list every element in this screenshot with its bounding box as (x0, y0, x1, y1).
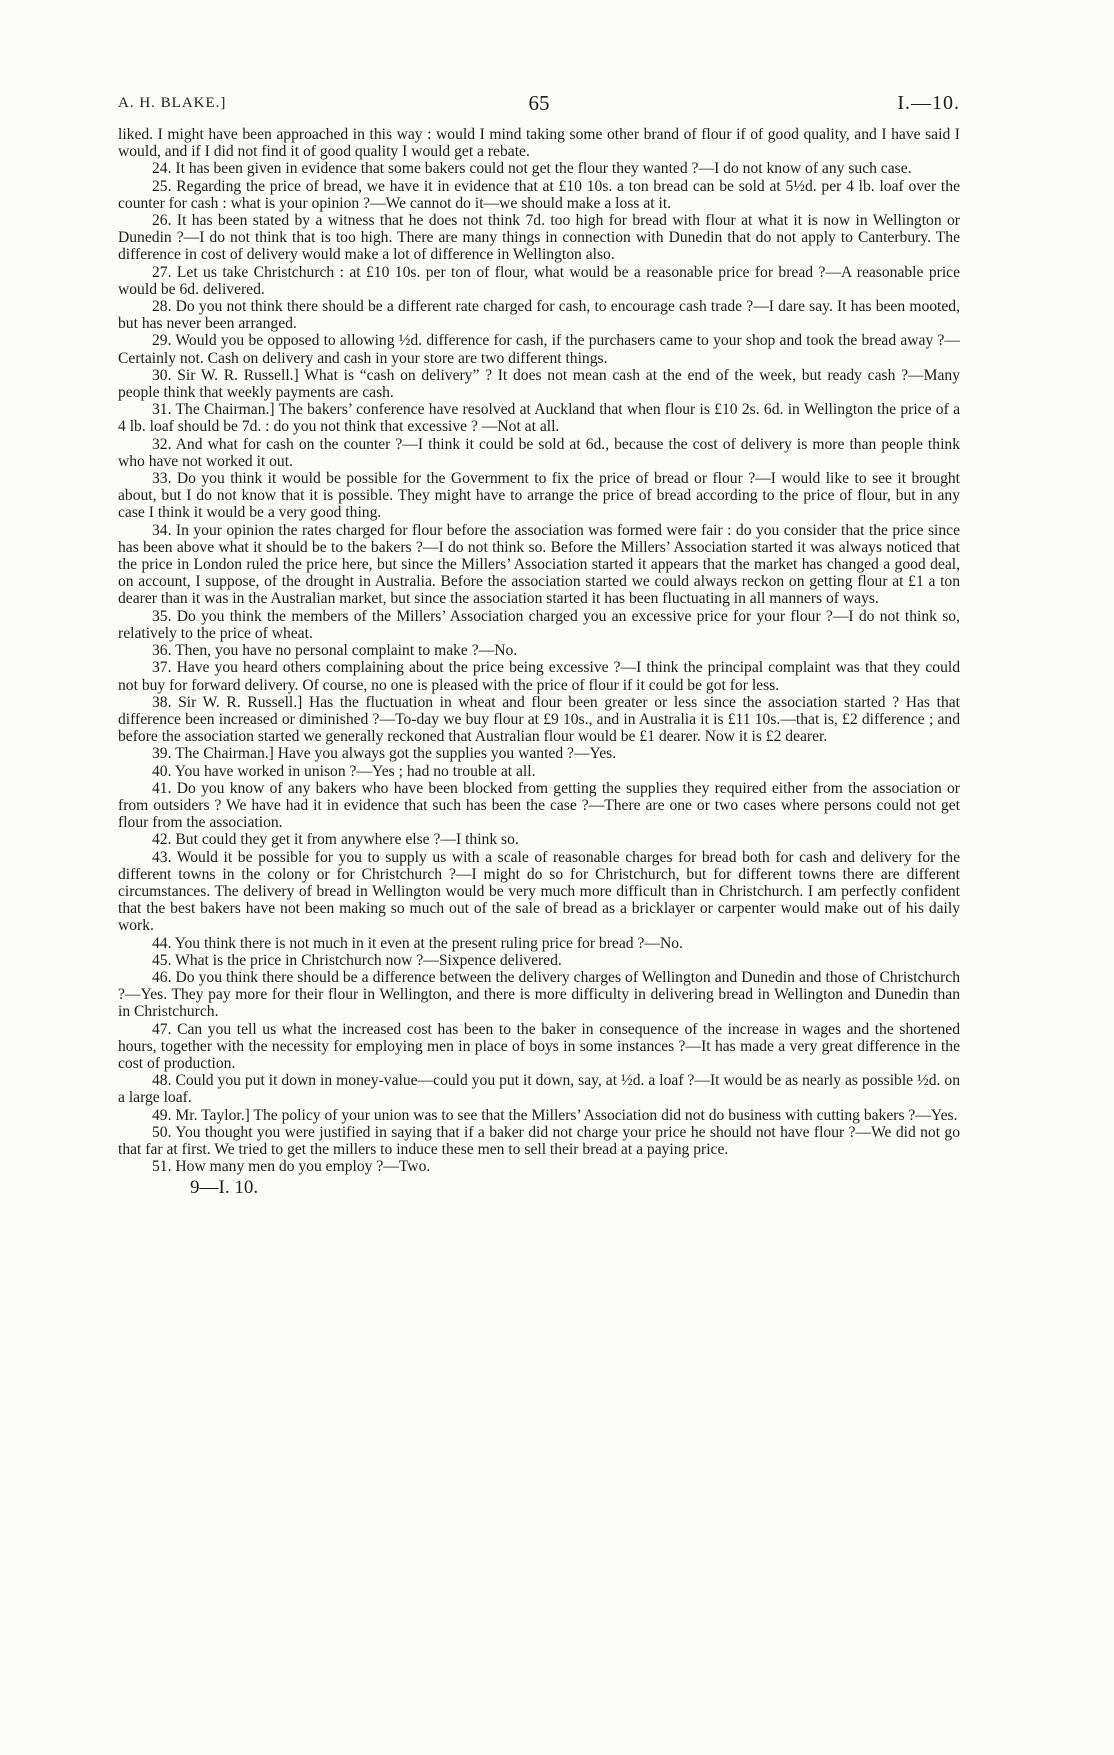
paragraph: 37. Have you heard others complaining about the price being excessive ?—I think the principal complaint was that they could not buy for forward delivery. Of course, no one is pleased with the price of flour if it could be got for less. (118, 659, 960, 694)
paragraph: 40. You have worked in unison ?—Yes ; had no trouble at all. (152, 762, 536, 780)
paragraph: 38. Sir W. R. Russell.] Has the fluctuation in wheat and flour been greater or less since the association started ? Has that difference been increased or diminished ?—To-day we buy flour at £9 10s., and in Australia it is £11 10s.—that is, £2 difference ; and before the association started we generally reckoned that Australian flour would be £1 dearer. Now it is £2 dearer. (118, 693, 960, 746)
paragraph: liked. I might have been approached in this way : would I mind taking some other brand of flour if of good quality, and I have said I would, and if I did not find it of good quality I would get a rebate. (118, 126, 960, 161)
paragraph: 50. You thought you were justified in saying that if a baker did not charge your price he should not have flour ?—We did not go that far at first. We tried to get the millers to induce these men to sell their bread at a paying price. (118, 1123, 960, 1158)
testimony-body (118, 126, 960, 1175)
paragraph: 43. Would it be possible for you to supply us with a scale of reasonable charges for bread both for cash and delivery for the different towns in the colony or for Christchurch ?—I might do so for Christchurch, but for different towns there are different circumstances. The delivery of bread in Wellington would be very much more difficult than in Christchurch. I am perfectly confident that the best bakers have not been making so much out of the sale of bread as a bricklayer or carpenter would make out of his daily work. (118, 848, 960, 935)
paragraph: 30. Sir W. R. Russell.] What is “cash on delivery” ? It does not mean cash at the end of the week, but ready cash ?—Many people think that weekly payments are cash. (118, 366, 960, 402)
paragraph: 34. In your opinion the rates charged for flour before the association was formed were fair : do you consider that the price since has been above what it should be to the bakers ?—I do not think so. Before the Millers’ Association started it was always noticed that the price in London ruled the price here, but since the Millers’ Association started it appears that the market has changed a good deal, on account, I suppose, of the drought in Australia. Before the association started we could always reckon on getting flour at £1 a ton dearer than it was in the Australian market, but since the association started it has been fluctuating in all manners of ways. (118, 521, 960, 608)
printer-signature-mark: 9—I. 10. (190, 1177, 259, 1199)
page-header (118, 88, 960, 118)
paragraph: 35. Do you think the members of the Millers’ Association charged you an excessive price for your flour ?—I do not think so, relatively to the price of wheat. (118, 607, 960, 642)
paragraph: 47. Can you tell us what the increased cost has been to the baker in consequence of the increase in wages and the shortened hours, together with the necessity for employing men in place of boys in some instances ?—It has made a very great difference in the cost of production. (118, 1020, 960, 1072)
page-number: 65 (528, 91, 550, 115)
paragraph: 49. Mr. Taylor.] The policy of your union was to see that the Millers’ Association did not do business with cutting bakers ?—Yes. (152, 1106, 958, 1124)
paragraph: 28. Do you not think there should be a different rate charged for cash, to encourage cash trade ?—I dare say. It has been mooted, but has never been arranged. (118, 298, 960, 333)
paragraph: 48. Could you put it down in money-value—could you put it down, say, at ½d. a loaf ?—It would be as nearly as possible ½d. on a large loaf. (118, 1072, 960, 1107)
paragraph: 33. Do you think it would be possible for the Government to fix the price of bread or flour ?—I would like to see it brought about, but I do not know that it is possible. They might have to arrange the price of bread according to the price of flour, but in any case I think it would be a very good thing. (118, 470, 960, 522)
header-witness-name: A. H. BLAKE.] (118, 95, 227, 111)
paragraph: 46. Do you think there should be a difference between the delivery charges of Wellington and Dunedin and those of Christchurch ?—Yes. They pay more for their flour in Wellington, and there is more difficulty in delivering bread in Wellington and Dunedin than in Christchurch. (118, 968, 960, 1021)
paragraph: 25. Regarding the price of bread, we have it in evidence that at £10 10s. a ton bread can be sold at 5½d. per 4 lb. loaf over the counter for cash : what is your opinion ?—We cannot do it—we should make a loss at it. (118, 177, 960, 212)
paragraph: 31. The Chairman.] The bakers’ conference have resolved at Auckland that when flour is £10 2s. 6d. in Wellington the price of a 4 lb. loaf should be 7d. : do you not think that excessive ? —Not at all. (118, 401, 960, 436)
paragraph: 32. And what for cash on the counter ?—I think it could be sold at 6d., because the cost of delivery is more than people think who have not worked it out. (118, 435, 960, 470)
paragraph: 51. How many men do you employ ?—Two. (152, 1158, 431, 1176)
paragraph: 41. Do you know of any bakers who have been blocked from getting the supplies they required either from the association or from outsiders ? We have had it in evidence that such has been the case ?—There are one or two cases where persons could not get flour from the association. (118, 779, 960, 832)
paragraph: 39. The Chairman.] Have you always got the supplies you wanted ?—Yes. (152, 745, 617, 763)
paragraph: 36. Then, you have no personal complaint to make ?—No. (152, 642, 518, 660)
document-reference: I.—10. (897, 92, 960, 114)
paragraph: 42. But could they get it from anywhere else ?—I think so. (152, 831, 519, 849)
paragraph: 44. You think there is not much in it even at the present ruling price for bread ?—No. (152, 934, 683, 952)
paragraph: 26. It has been stated by a witness that he does not think 7d. too high for bread with flour at what it is now in Wellington or Dunedin ?—I do not think that is too high. There are many things in connection with Dunedin that do not apply to Canterbury. The difference in cost of delivery would make a lot of difference in Wellington also. (118, 212, 960, 264)
paragraph: 27. Let us take Christchurch : at £10 10s. per ton of flour, what would be a reasonable price for bread ?—A reasonable price would be 6d. delivered. (118, 263, 960, 298)
paragraph: 45. What is the price in Christchurch now ?—Sixpence delivered. (152, 951, 562, 969)
paragraph: 29. Would you be opposed to allowing ½d. difference for cash, if the purchasers came to your shop and took the bread away ?—Certainly not. Cash on delivery and cash in your store are two different things. (118, 332, 960, 367)
paragraph: 24. It has been given in evidence that some bakers could not get the flour they wanted ?—I do not know of any such case. (152, 160, 912, 178)
